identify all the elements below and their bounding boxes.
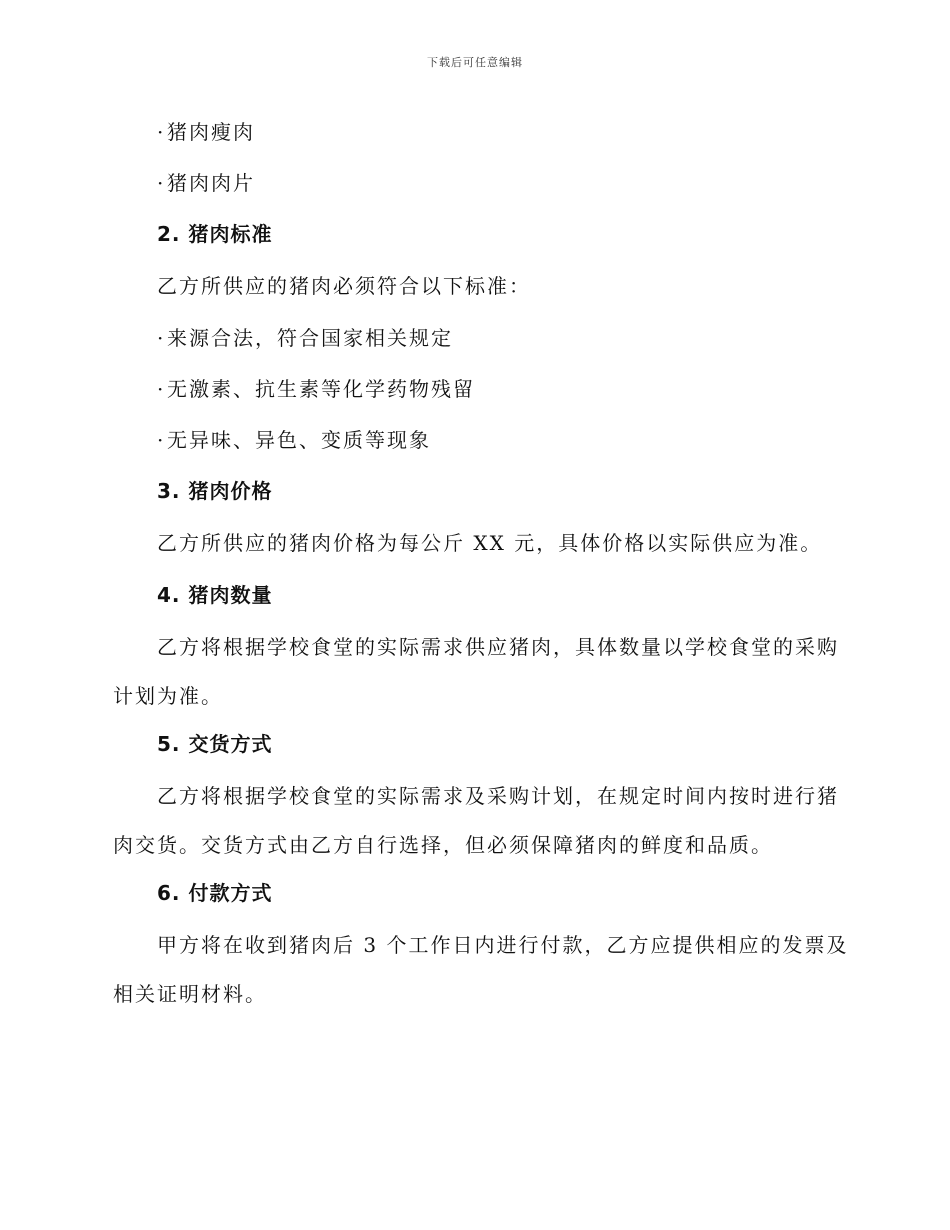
paragraph-line: 乙方将根据学校食堂的实际需求及采购计划，在规定时间内按时进行猪 <box>157 784 839 808</box>
header-note: 下载后可任意编辑 <box>427 56 523 69</box>
bullet-item <box>113 414 829 465</box>
paragraph <box>113 770 839 867</box>
section-heading: 4. 猪肉数量 <box>157 583 273 607</box>
bullet-mark: · <box>157 170 166 195</box>
bullet-mark: · <box>157 325 166 350</box>
paragraph-line: 肉交货。交货方式由乙方自行选择，但必须保障猪肉的鲜度和品质。 <box>113 832 773 857</box>
paragraph-line: 乙方所供应的猪肉价格为每公斤 XX 元，具体价格以实际供应为准。 <box>157 531 823 555</box>
bullet-item <box>113 363 829 414</box>
section-heading: 5. 交货方式 <box>157 732 273 756</box>
bullet-text: 无异味、异色、变质等现象 <box>167 427 431 452</box>
paragraph <box>113 260 829 312</box>
section-heading: 3. 猪肉价格 <box>157 479 273 503</box>
paragraph <box>113 919 849 1016</box>
document-body <box>113 106 849 1016</box>
paragraph-line: 计划为准。 <box>113 683 223 708</box>
bullet-item <box>113 157 829 208</box>
bullet-item <box>113 106 829 157</box>
bullet-mark: · <box>157 119 166 144</box>
bullet-mark: · <box>157 376 166 401</box>
bullet-mark: · <box>157 427 166 452</box>
bullet-text: 来源合法，符合国家相关规定 <box>167 325 453 350</box>
bullet-item <box>113 312 829 363</box>
paragraph-line: 甲方将在收到猪肉后 3 个工作日内进行付款，乙方应提供相应的发票及 <box>157 933 849 957</box>
bullet-text: 猪肉瘦肉 <box>167 119 255 144</box>
paragraph <box>113 517 829 569</box>
paragraph-line: 乙方所供应的猪肉必须符合以下标准： <box>157 274 531 298</box>
bullet-text: 猪肉肉片 <box>167 170 255 195</box>
paragraph-line: 乙方将根据学校食堂的实际需求供应猪肉，具体数量以学校食堂的采购 <box>157 635 839 659</box>
section-heading: 6. 付款方式 <box>157 881 273 905</box>
bullet-text: 无激素、抗生素等化学药物残留 <box>167 376 475 401</box>
paragraph-line: 相关证明材料。 <box>113 981 267 1006</box>
paragraph <box>113 621 839 718</box>
section-heading: 2. 猪肉标准 <box>157 222 273 246</box>
